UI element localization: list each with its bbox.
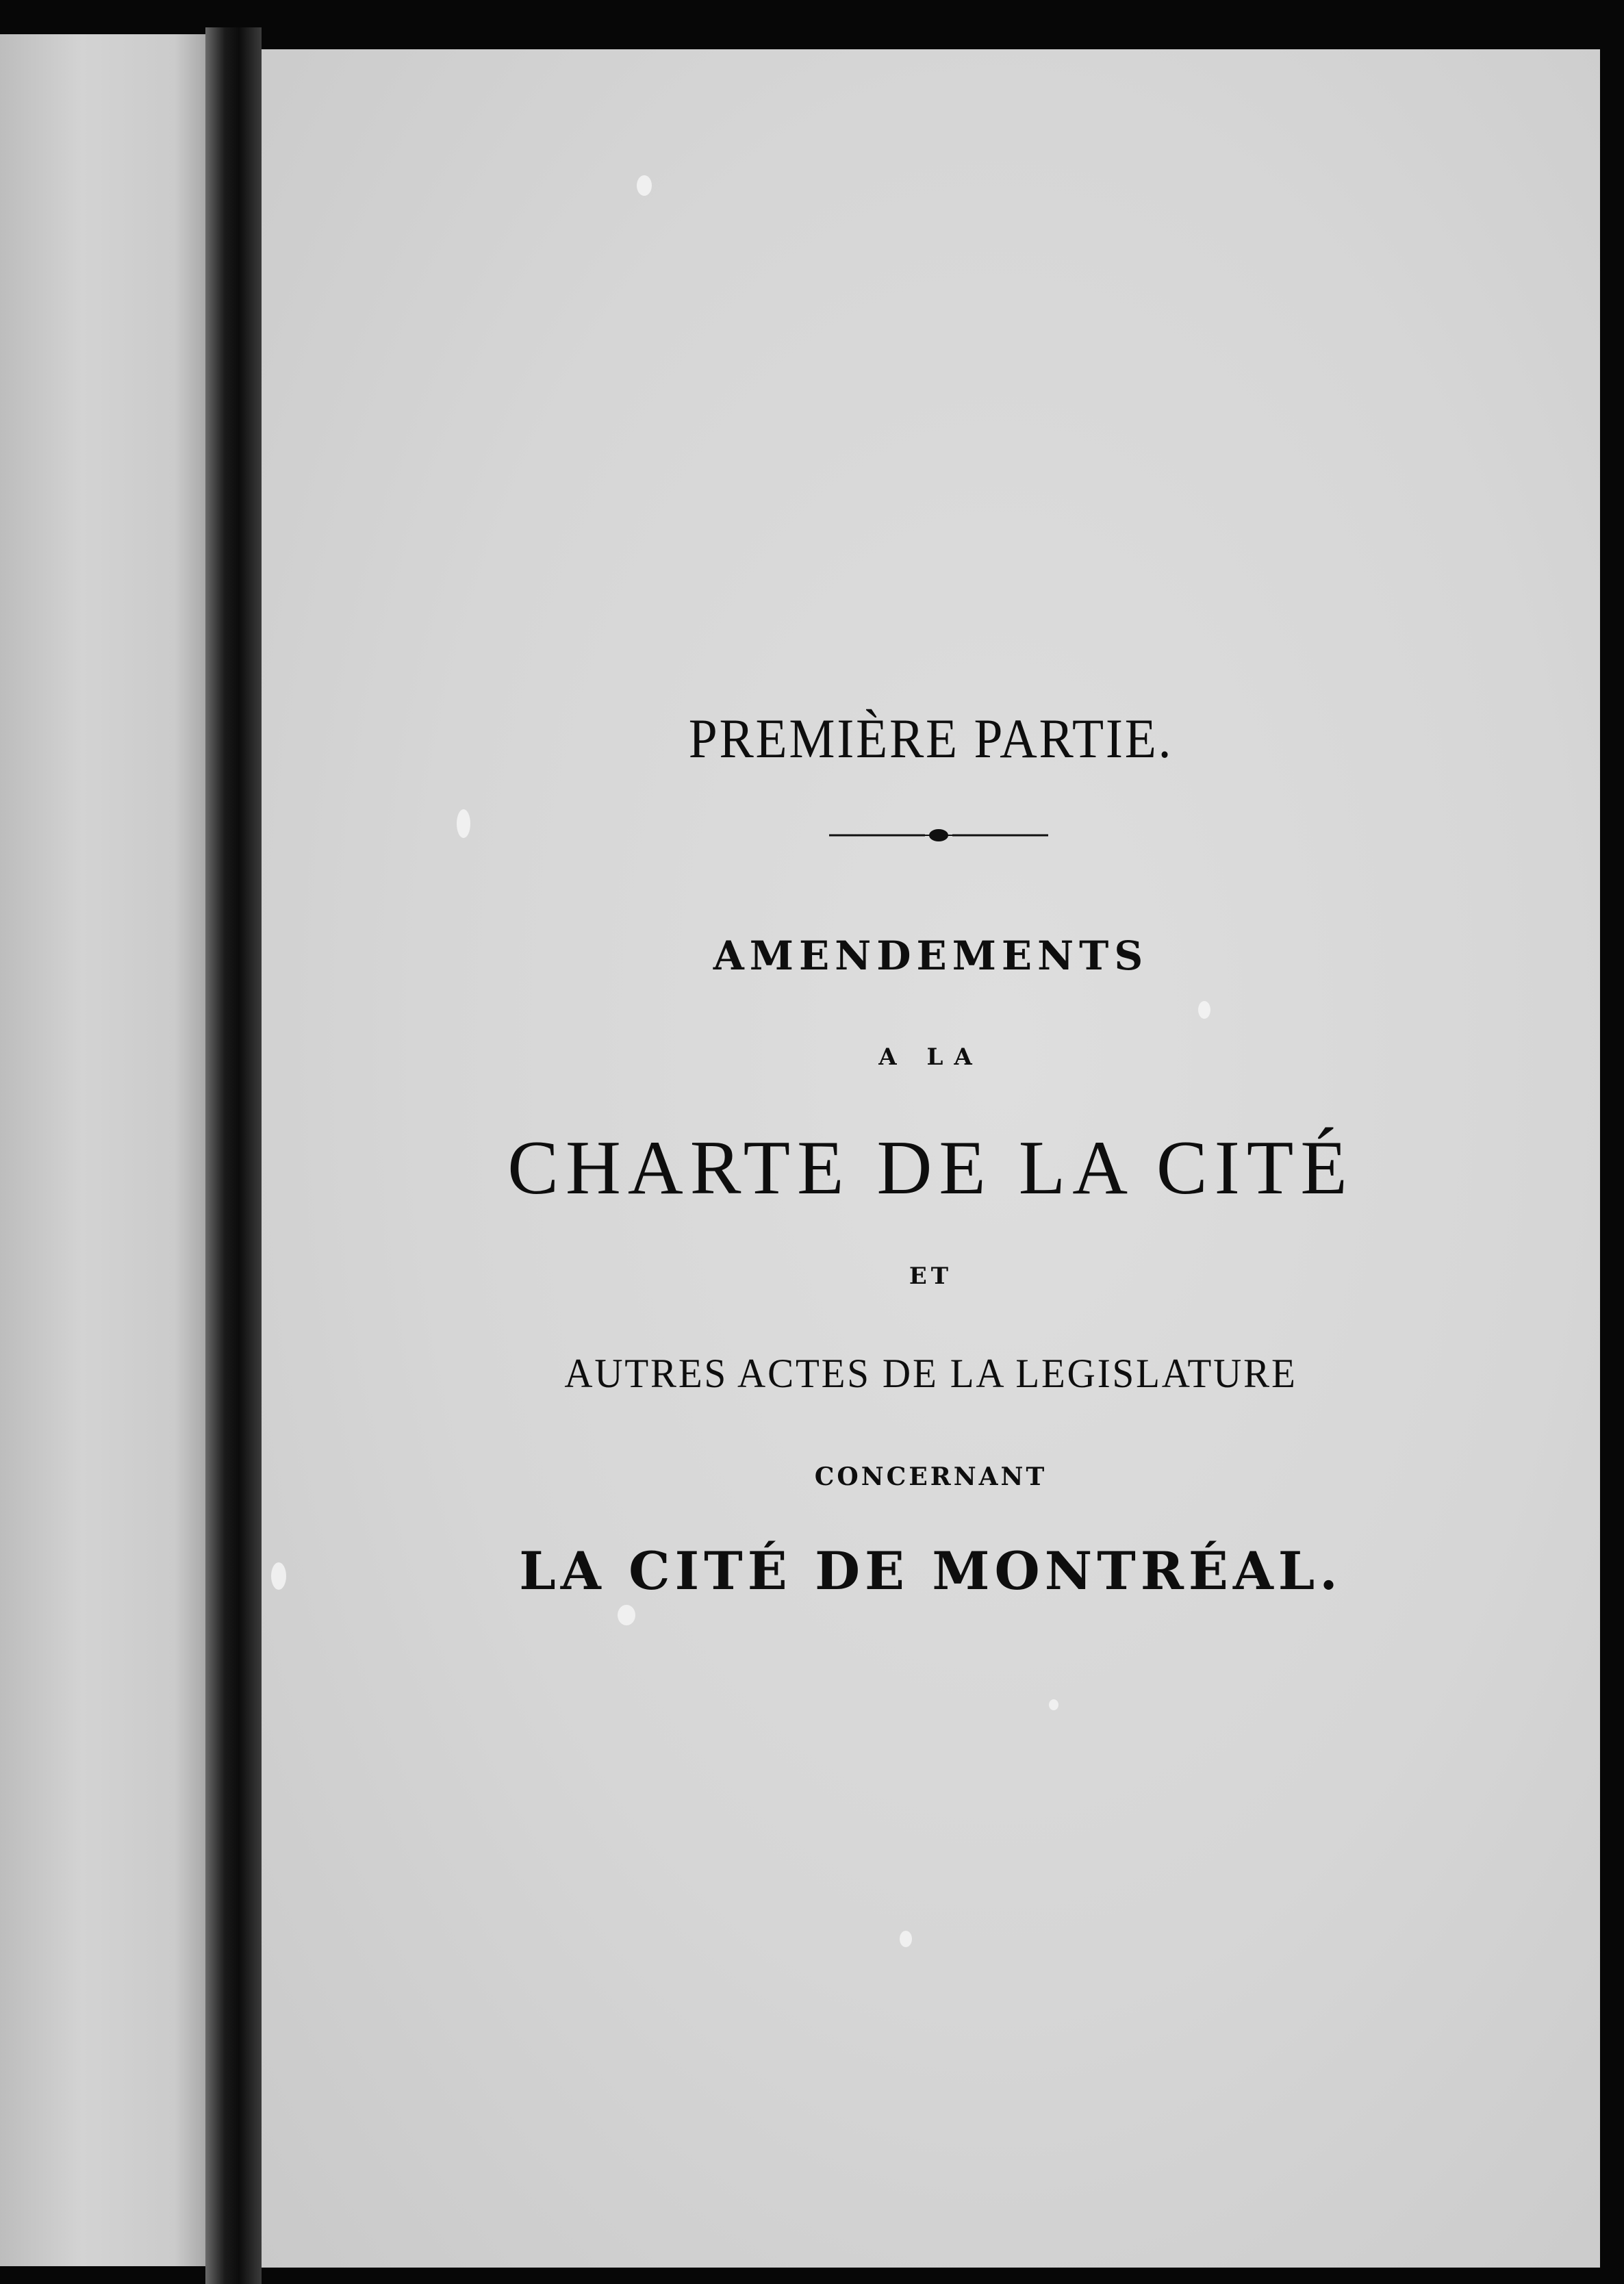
amendments-heading: AMENDEMENTS	[713, 932, 1149, 979]
book-gutter	[205, 27, 262, 2284]
ornamental-rule-icon	[829, 827, 1048, 843]
title-page	[262, 49, 1600, 2268]
paper-speck	[457, 809, 470, 838]
paper-speck	[637, 175, 652, 196]
paper-speck	[618, 1605, 635, 1625]
paper-speck	[900, 1931, 912, 1947]
paper-speck	[1198, 1001, 1210, 1019]
previous-page-edge	[0, 34, 205, 2266]
other-acts-heading: AUTRES ACTES DE LA LEGISLATURE	[564, 1351, 1297, 1396]
et-connector: ET	[909, 1262, 953, 1290]
paper-speck	[1049, 1699, 1058, 1710]
concerning-connector: CONCERNANT	[814, 1462, 1048, 1491]
city-title: LA CITÉ DE MONTRÉAL.	[519, 1540, 1343, 1601]
a-la-connector: A LA	[878, 1043, 983, 1071]
charter-title: CHARTE DE LA CITÉ	[507, 1126, 1354, 1210]
part-heading: PREMIÈRE PARTIE.	[688, 707, 1173, 770]
